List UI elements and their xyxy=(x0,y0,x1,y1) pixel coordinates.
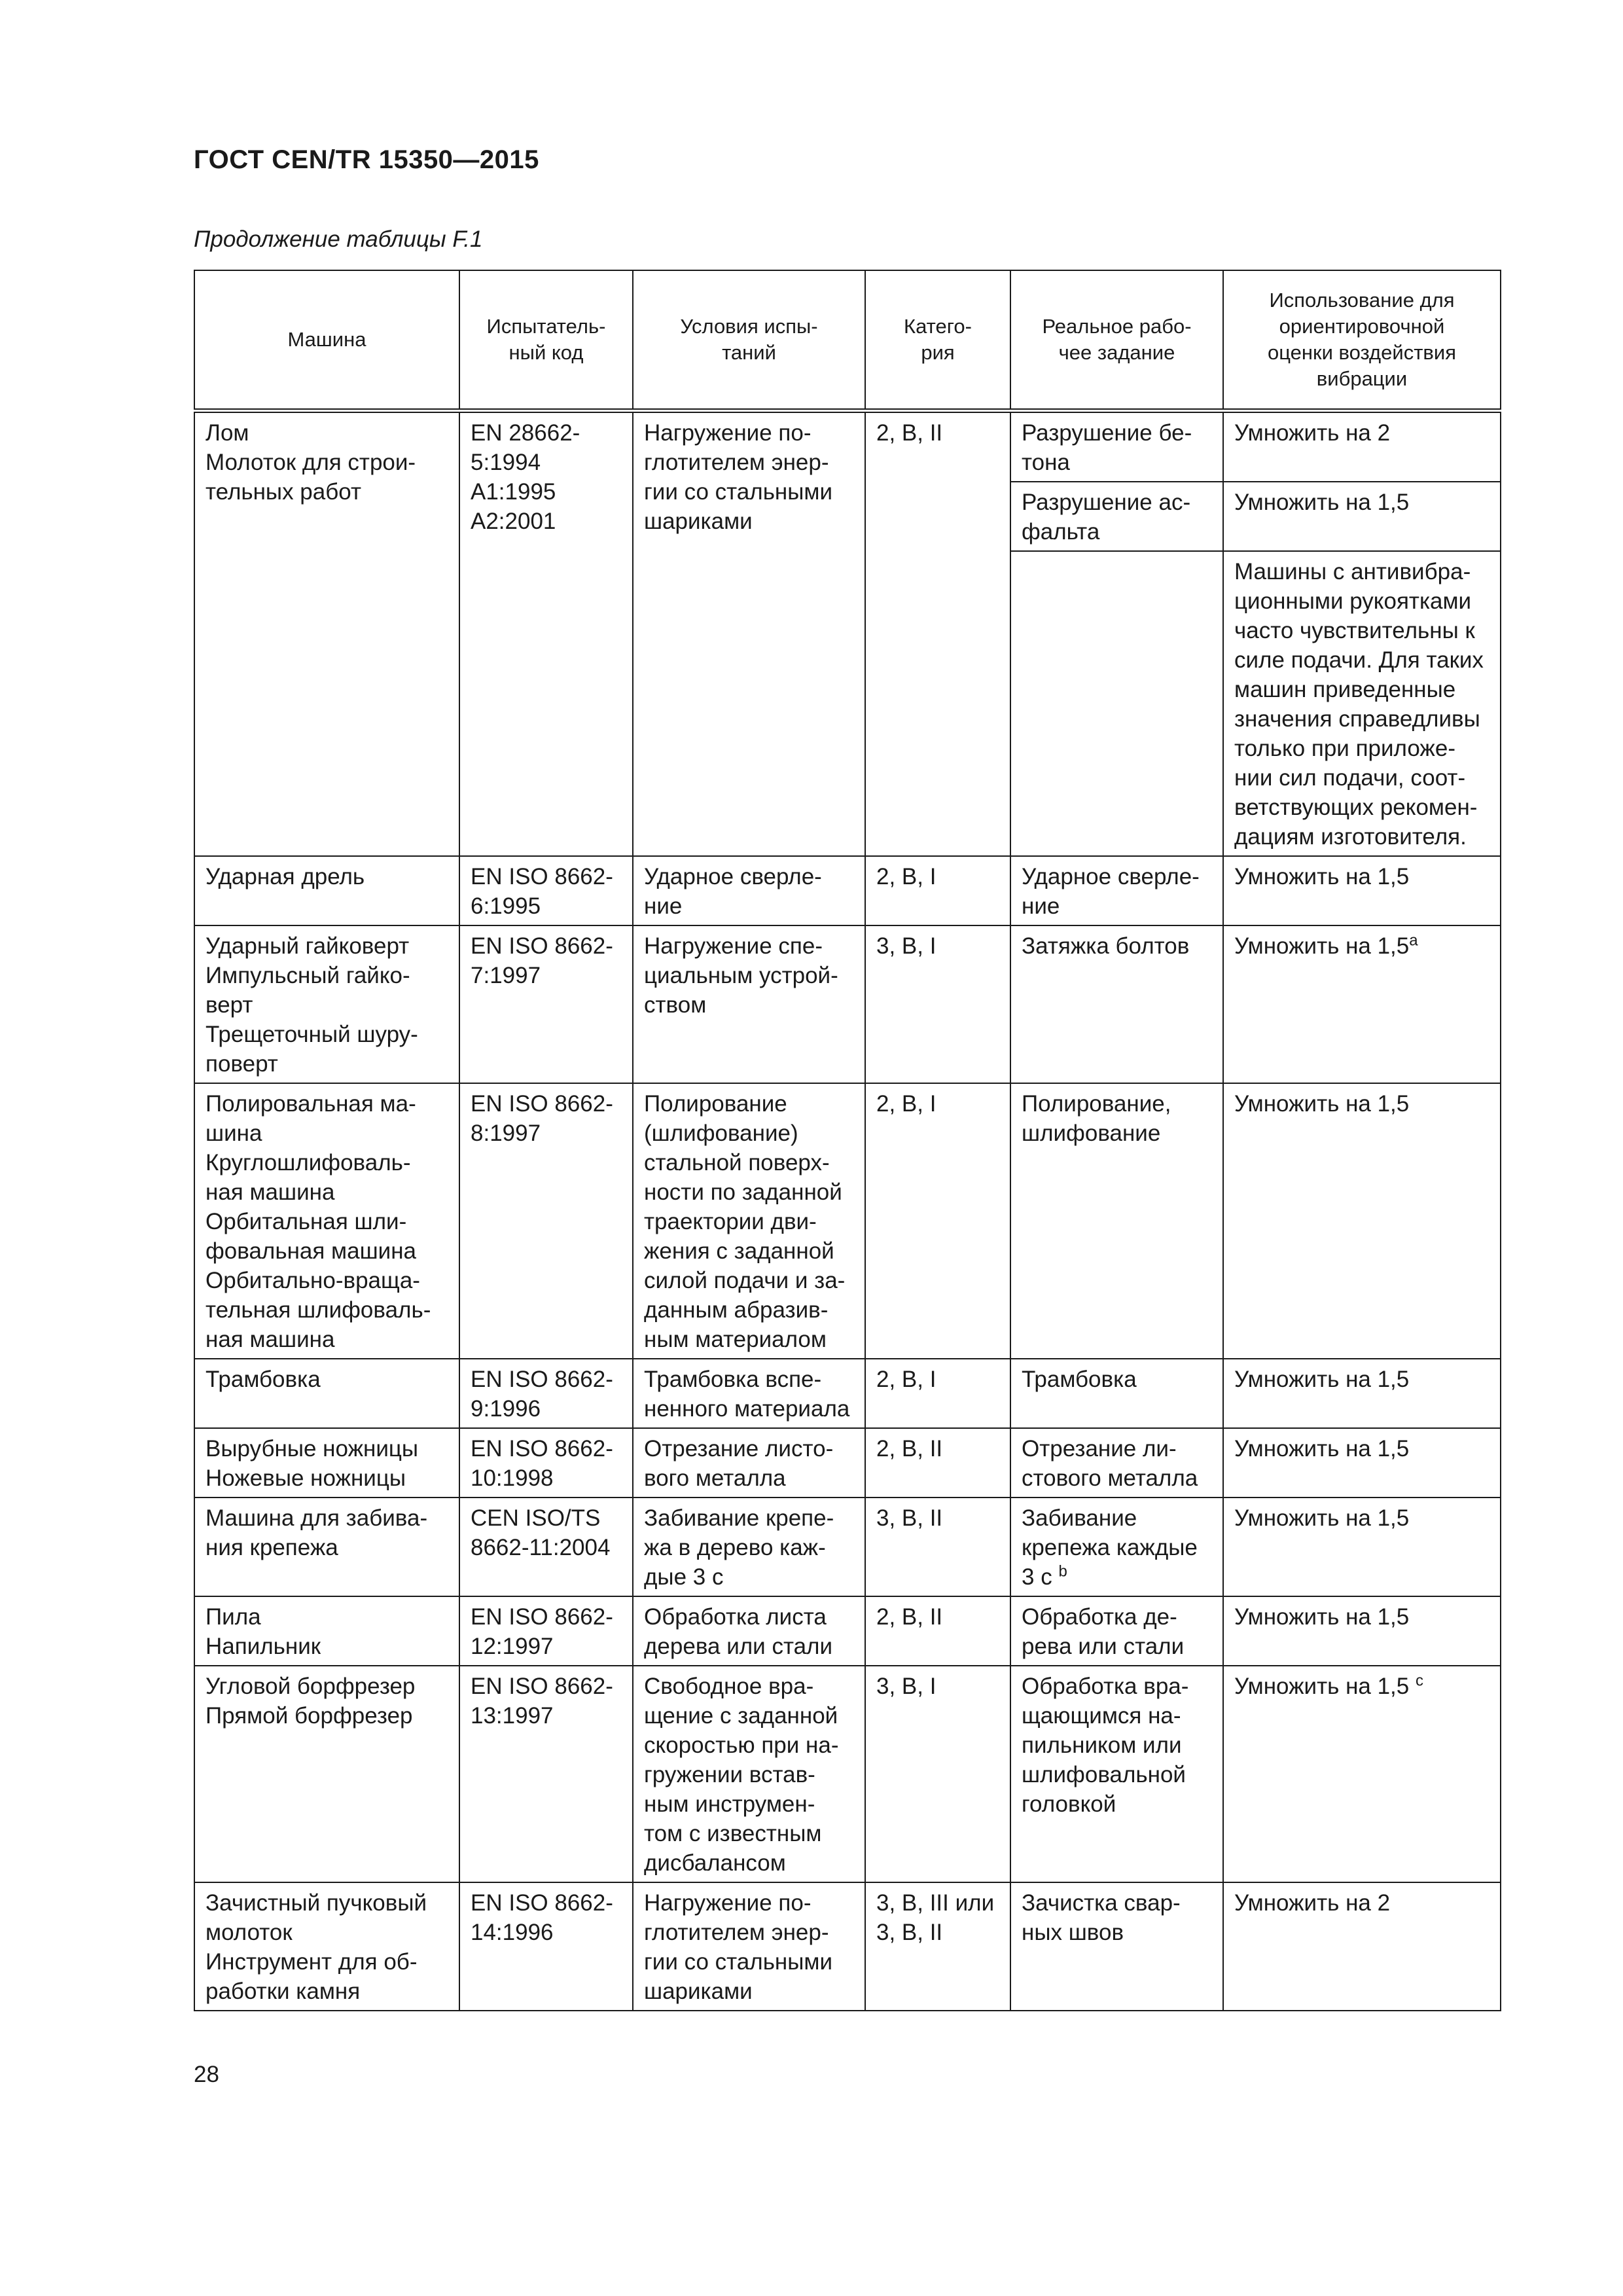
cell-real-task: Зачистка свар- ных швов xyxy=(1010,1882,1223,2011)
cell-machine: Угловой борфрезер Прямой борфрезер xyxy=(194,1666,459,1882)
cell-usage: Умножить на 2 xyxy=(1223,1882,1501,2011)
cell-machine: Вырубные ножницы Ножевые ножницы xyxy=(194,1428,459,1498)
cell-test-code: EN ISO 8662- 13:1997 xyxy=(459,1666,633,1882)
cell-real-task: Обработка вра- щающимся на- пильником или шлифовальной головкой xyxy=(1010,1666,1223,1882)
cell-category: 2, B, II xyxy=(865,1596,1010,1666)
cell-machine: Ударная дрель xyxy=(194,856,459,925)
cell-machine: Зачистный пучковый молоток Инструмент для об- работки камня xyxy=(194,1882,459,2011)
cell-test-code: EN ISO 8662- 6:1995 xyxy=(459,856,633,925)
page-number: 28 xyxy=(194,2062,219,2087)
col-header-machine: Машина xyxy=(194,270,459,411)
cell-real-task: Обработка де- рева или стали xyxy=(1010,1596,1223,1666)
cell-test-code: EN ISO 8662- 7:1997 xyxy=(459,925,633,1083)
cell-usage: Умножить на 1,5 xyxy=(1223,1596,1501,1666)
cell-category: 2, B, I xyxy=(865,856,1010,925)
cell-usage: Умножить на 1,5 xyxy=(1223,1083,1501,1359)
document-header: ГОСТ CEN/TR 15350—2015 xyxy=(194,145,539,174)
cell-test-conditions: Нагружение по- глотителем энер- гии со стальными шариками xyxy=(633,411,865,857)
cell-machine: Пила Напильник xyxy=(194,1596,459,1666)
cell-test-conditions: Отрезание листо- вого металла xyxy=(633,1428,865,1498)
cell-category: 3, B, II xyxy=(865,1498,1010,1596)
cell-test-conditions: Полирование (шлифование) стальной поверх- ности по заданной траектории дви- жения с заданной силой подачи и за- данным абразив- ным материалом xyxy=(633,1083,865,1359)
vibration-table xyxy=(194,270,1501,2011)
table-row xyxy=(194,1882,1501,2011)
cell-category: 2, B, II xyxy=(865,1428,1010,1498)
cell-real-task: Разрушение ас- фальта xyxy=(1010,482,1223,551)
cell-usage: Умножить на 1,5 xyxy=(1223,1428,1501,1498)
table-row xyxy=(194,1359,1501,1428)
cell-usage: Умножить на 1,5 xyxy=(1223,1498,1501,1596)
cell-real-task xyxy=(1010,1498,1223,1596)
cell-test-code: EN 28662- 5:1994 A1:1995 A2:2001 xyxy=(459,411,633,857)
cell-machine: Трамбовка xyxy=(194,1359,459,1428)
cell-real-task: Ударное сверле- ние xyxy=(1010,856,1223,925)
usage-text: Умножить на 1,5 xyxy=(1234,1674,1410,1699)
cell-category: 2, B, I xyxy=(865,1359,1010,1428)
cell-test-conditions: Свободное вра- щение с заданной скоростью при на- гружении встав- ным инструмен- том с известным дисбалансом xyxy=(633,1666,865,1882)
cell-test-conditions: Ударное сверле- ние xyxy=(633,856,865,925)
cell-machine: Лом Молоток для строи- тельных работ xyxy=(194,411,459,857)
col-header-real-task: Реальное рабо- чее задание xyxy=(1010,270,1223,411)
col-header-test-conditions: Условия испы- таний xyxy=(633,270,865,411)
table-row xyxy=(194,1596,1501,1666)
table-caption: Продолжение таблицы F.1 xyxy=(194,226,483,252)
cell-test-code: EN ISO 8662- 10:1998 xyxy=(459,1428,633,1498)
cell-test-conditions: Забивание крепе- жа в дерево каж- дые 3 с xyxy=(633,1498,865,1596)
cell-usage xyxy=(1223,925,1501,1083)
table-header-row xyxy=(194,270,1501,411)
usage-text: Умножить на 1,5 xyxy=(1234,933,1410,959)
table-row xyxy=(194,856,1501,925)
cell-category: 3, B, I xyxy=(865,1666,1010,1882)
cell-test-conditions: Обработка листа дерева или стали xyxy=(633,1596,865,1666)
table-row xyxy=(194,1666,1501,1882)
cell-real-task: Разрушение бе- тона xyxy=(1010,411,1223,482)
cell-test-conditions: Нагружение спе- циальным устрой- ством xyxy=(633,925,865,1083)
col-header-usage: Использование для ориентировочной оценки воздействия вибрации xyxy=(1223,270,1501,411)
cell-test-conditions: Трамбовка вспе- ненного материала xyxy=(633,1359,865,1428)
cell-test-code: CEN ISO/TS 8662-11:2004 xyxy=(459,1498,633,1596)
table-row xyxy=(194,925,1501,1083)
cell-real-task-empty xyxy=(1010,551,1223,856)
table-row xyxy=(194,1428,1501,1498)
cell-machine: Машина для забива- ния крепежа xyxy=(194,1498,459,1596)
cell-machine: Ударный гайковерт Импульсный гайко- верт Трещеточный шуру- поверт xyxy=(194,925,459,1083)
cell-category: 3, B, III или 3, B, II xyxy=(865,1882,1010,2011)
task-text: Забивание крепежа каждые 3 с xyxy=(1022,1505,1198,1590)
cell-category: 2, B, I xyxy=(865,1083,1010,1359)
cell-usage: Умножить на 1,5 xyxy=(1223,482,1501,551)
footnote-marker: a xyxy=(1409,931,1418,950)
table-row xyxy=(194,1498,1501,1596)
footnote-marker: c xyxy=(1416,1672,1423,1690)
cell-category: 3, B, I xyxy=(865,925,1010,1083)
cell-test-code: EN ISO 8662- 9:1996 xyxy=(459,1359,633,1428)
table-row xyxy=(194,1083,1501,1359)
cell-test-conditions: Нагружение по- глотителем энер- гии со стальными шариками xyxy=(633,1882,865,2011)
cell-usage xyxy=(1223,1666,1501,1882)
cell-test-code: EN ISO 8662- 14:1996 xyxy=(459,1882,633,2011)
col-header-category: Катего- рия xyxy=(865,270,1010,411)
cell-usage: Умножить на 1,5 xyxy=(1223,1359,1501,1428)
cell-test-code: EN ISO 8662- 12:1997 xyxy=(459,1596,633,1666)
cell-usage: Умножить на 2 xyxy=(1223,411,1501,482)
table-row xyxy=(194,411,1501,482)
cell-machine: Полировальная ма- шина Круглошлифоваль- ная машина Орбитальная шли- фовальная машина Орбитально-враща- тельная шлифоваль- ная машина xyxy=(194,1083,459,1359)
cell-usage: Умножить на 1,5 xyxy=(1223,856,1501,925)
cell-real-task: Отрезание ли- стового металла xyxy=(1010,1428,1223,1498)
cell-category: 2, B, II xyxy=(865,411,1010,857)
cell-test-code: EN ISO 8662- 8:1997 xyxy=(459,1083,633,1359)
col-header-test-code: Испытатель- ный код xyxy=(459,270,633,411)
cell-usage-note: Машины с антивибра- ционными рукоятками часто чувствительны к силе подачи. Для таких машин приведенные значения справедливы только при приложе- нии сил подачи, соот- ветствующих рекомен- дациям изготовителя. xyxy=(1223,551,1501,856)
cell-real-task: Затяжка болтов xyxy=(1010,925,1223,1083)
cell-real-task: Полирование, шлифование xyxy=(1010,1083,1223,1359)
cell-real-task: Трамбовка xyxy=(1010,1359,1223,1428)
footnote-marker: b xyxy=(1058,1562,1067,1581)
